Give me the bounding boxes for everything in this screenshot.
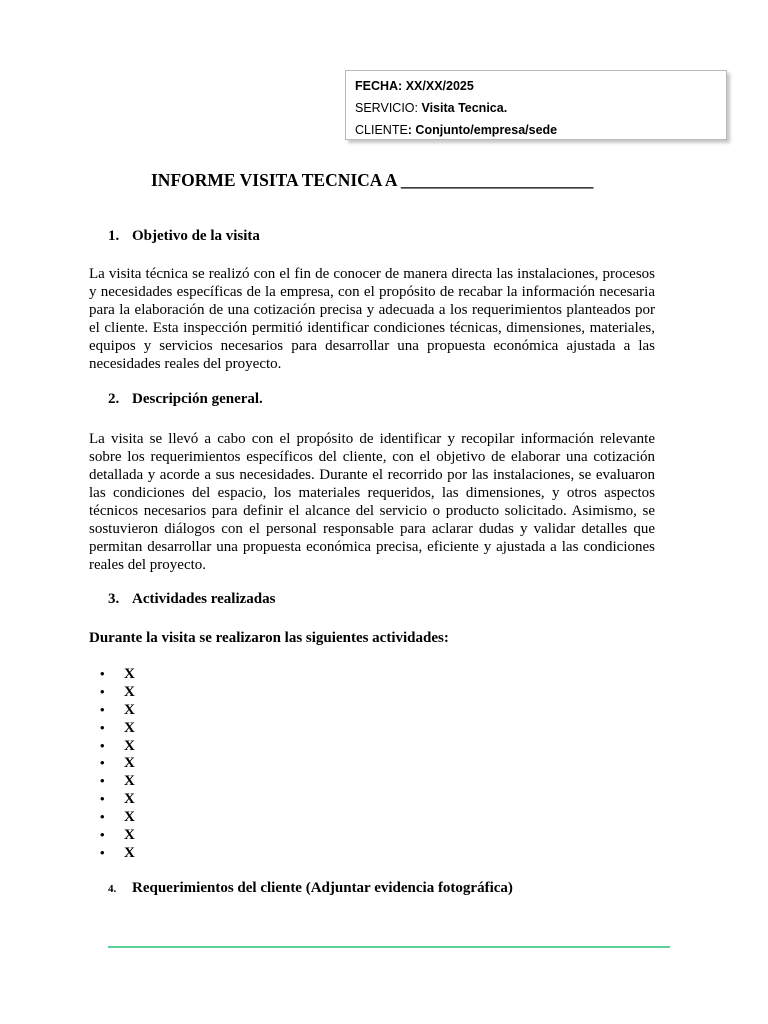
servicio-row (355, 97, 726, 119)
activity-item (100, 772, 135, 790)
fecha-row (355, 75, 726, 97)
activity-item-text: X (124, 773, 135, 790)
paragraph-line: equipos y servicios necesarios para desarrollar una propuesta económica ajustada a las (89, 338, 655, 354)
bullet-icon: • (100, 773, 105, 789)
bullet-icon: • (100, 809, 105, 825)
activities-lead: Durante la visita se realizaron las siguientes actividades: (89, 630, 449, 646)
paragraph-line: La visita técnica se realizó con el fin de conocer de manera directa las instalaciones, procesos (89, 266, 655, 282)
paragraph-line: para la elaboración de una cotización precisa y adecuada a los requerimientos planteados por (89, 302, 655, 318)
paragraph-line: las condiciones del espacio, los materiales requeridos, las dimensiones, y otros aspectos (89, 485, 655, 501)
activity-item (100, 808, 135, 826)
activity-item-text: X (124, 844, 135, 861)
paragraph-line: permitan desarrollar una propuesta económica precisa, eficiente y ajustada a las condiciones (89, 539, 655, 555)
bullet-icon: • (100, 701, 105, 717)
section-1-heading (108, 228, 260, 245)
servicio-value: Visita Tecnica. (421, 101, 508, 115)
section-4-number: 4. (108, 883, 117, 895)
section-4-title: Requerimientos del cliente (Adjuntar evidencia fotográfica) (132, 880, 513, 896)
activity-item (100, 719, 135, 737)
section-2-paragraph (89, 430, 655, 574)
activity-item-text: X (124, 755, 135, 772)
paragraph-line: sostuvieron diálogos con el personal responsable para aclarar dudas y validar detalles que (89, 521, 655, 537)
bullet-icon: • (100, 827, 105, 843)
fecha-label: FECHA: (355, 79, 403, 93)
paragraph-line: necesidades reales del proyecto. (89, 356, 282, 372)
paragraph-line: y necesidades específicas de la empresa, con el propósito de recabar la información necesaria (89, 284, 655, 300)
section-3-heading (108, 591, 275, 608)
section-2-title: Descripción general. (132, 391, 263, 407)
section-2-number: 2. (108, 391, 120, 407)
activity-item (100, 826, 135, 844)
bullet-icon: • (100, 683, 105, 699)
bullet-icon: • (100, 666, 105, 681)
activity-item-text: X (124, 791, 135, 808)
activity-item (100, 737, 135, 755)
paragraph-line: el cliente. Esta inspección permitió identificar condiciones técnicas, dimensiones, materiales, (89, 320, 655, 336)
servicio-label: SERVICIO: (355, 101, 418, 115)
section-1-title: Objetivo de la visita (132, 228, 260, 244)
activity-item (100, 754, 135, 772)
paragraph-line: La visita se llevó a cabo con el propósito de identificar y recopilar información relevante (89, 431, 655, 447)
activity-item-text: X (124, 737, 135, 754)
section-3-number: 3. (108, 591, 120, 607)
section-2-heading (108, 391, 263, 408)
bullet-icon: • (100, 719, 105, 735)
activity-item-text: X (124, 827, 135, 844)
bullet-icon: • (100, 844, 105, 860)
activity-item (100, 844, 135, 862)
bullet-icon: • (100, 755, 105, 771)
activity-item (100, 683, 135, 701)
footer-divider (108, 946, 670, 948)
bullet-icon: • (100, 737, 105, 753)
paragraph-line: sobre los requerimientos específicos del cliente, con el objetivo de elaborar una cotización (89, 449, 655, 465)
paragraph-line: técnicos necesarios para definir el alcance del servicio o producto solicitado. Asimismo, se (89, 503, 655, 519)
paragraph-line: reales del proyecto. (89, 557, 207, 573)
activity-item-text: X (124, 719, 135, 736)
paragraph-line: detallada y acorde a sus necesidades. Durante el recorrido por las instalaciones, se evaluaron (89, 467, 655, 483)
activity-item-text: X (124, 701, 135, 718)
cliente-row (355, 119, 726, 141)
section-1-number: 1. (108, 228, 120, 244)
activity-item-text: X (124, 666, 135, 682)
bullet-icon: • (100, 791, 105, 807)
section-3-title: Actividades realizadas (132, 591, 276, 607)
header-info-box (345, 70, 727, 140)
cliente-label: CLIENTE (355, 123, 408, 137)
fecha-value: XX/XX/2025 (405, 79, 474, 93)
activity-item-text: X (124, 683, 135, 700)
section-4-heading (108, 880, 513, 897)
activity-item-text: X (124, 809, 135, 826)
activity-item (100, 701, 135, 719)
activity-item (100, 790, 135, 808)
activities-list (100, 665, 135, 862)
section-1-paragraph (89, 265, 655, 373)
document-title: INFORME VISITA TECNICA A ______________________ (151, 170, 594, 190)
activity-item (100, 665, 135, 683)
cliente-value: : Conjunto/empresa/sede (407, 123, 558, 137)
